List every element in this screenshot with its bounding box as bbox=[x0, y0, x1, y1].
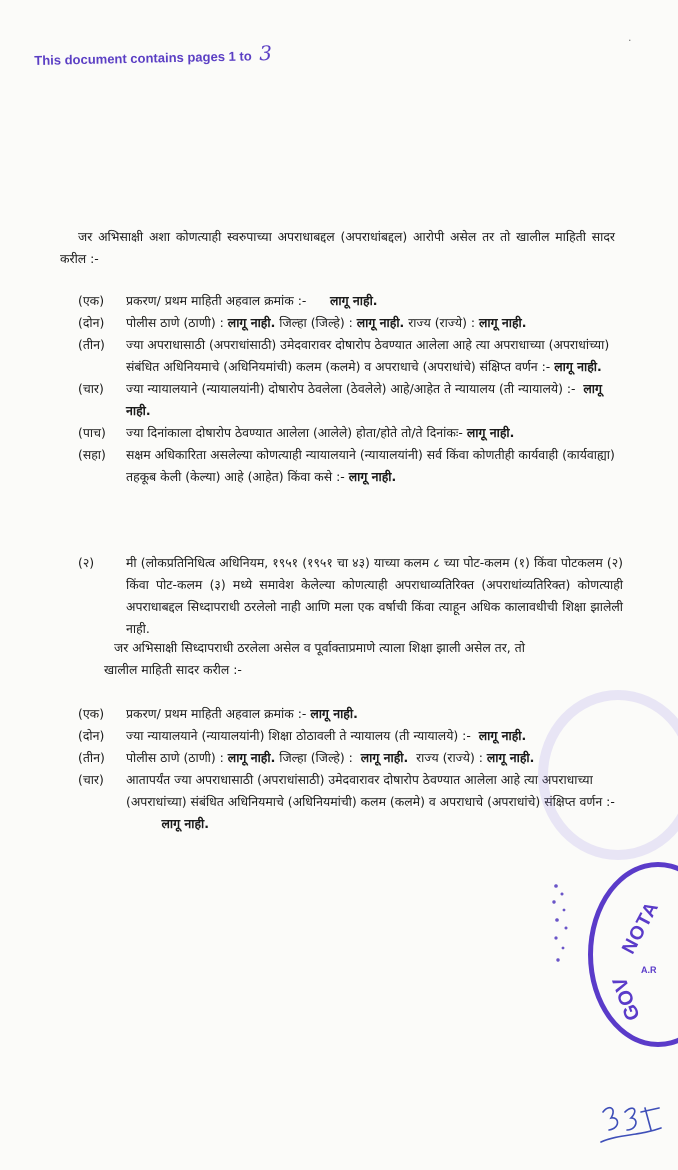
item-number: (दोन) bbox=[78, 728, 105, 743]
list-item bbox=[78, 378, 623, 422]
item-text: पोलीस ठाणे (ठाणी) : bbox=[126, 315, 224, 330]
charges-list bbox=[78, 290, 623, 488]
item-value: लागू नाही. bbox=[330, 293, 378, 308]
item-text: जिल्हा (जिल्हे) : bbox=[279, 315, 353, 330]
item-text: सक्षम अधिकारिता असलेल्या कोणत्याही न्यायालयाने (न्यायालयांनी) सर्व किंवा कोणतीही कार्यवाही (कार्यवाह्या) तहकूब केली (केल्या) आहे (आहेत) किंवा कसे :- bbox=[126, 447, 615, 484]
conviction-line-2: खालील माहिती सादर करील :- bbox=[104, 662, 242, 677]
item-number: (पाच) bbox=[78, 425, 106, 440]
item-value: लागू नाही. bbox=[126, 381, 602, 418]
item-number: (तीन) bbox=[78, 750, 105, 765]
list-item bbox=[78, 312, 623, 334]
stamp-text-initials: A.R bbox=[641, 965, 657, 975]
item-number: (दोन) bbox=[78, 315, 105, 330]
margin-mark: · bbox=[628, 34, 632, 47]
notary-seal-stamp bbox=[588, 862, 678, 1047]
item-number: (सहा) bbox=[78, 447, 106, 462]
item-value: लागू नाही. bbox=[227, 750, 276, 765]
item-text: पोलीस ठाणे (ठाणी) : bbox=[126, 750, 224, 765]
list-item bbox=[78, 334, 623, 378]
item-number: (चार) bbox=[78, 772, 104, 787]
list-item bbox=[78, 290, 623, 312]
item-text: ज्या न्यायालयाने (न्यायालयांनी) दोषारोप ठेवलेला (ठेवलेले) आहे/आहेत ते न्यायालय (ती न्यायालये) :- bbox=[126, 381, 576, 396]
item-text: जिल्हा (जिल्हे) : bbox=[279, 750, 353, 765]
item-value: लागू नाही. bbox=[486, 750, 535, 765]
item-number: (एक) bbox=[78, 706, 105, 721]
list-item bbox=[78, 422, 623, 444]
item-text: राज्य (राज्ये) : bbox=[408, 315, 476, 330]
item-number: (तीन) bbox=[78, 337, 105, 352]
item-value: लागू नाही. bbox=[348, 469, 397, 484]
item-value: लागू नाही. bbox=[554, 359, 602, 374]
item-text: ज्या अपराधासाठी (अपराधांसाठी) उमेदवारावर दोषारोप ठेवण्यात आलेला आहे त्या अपराधाच्या (अपराधांच्या) संबंधित अधिनियमाचे (अधिनियमांची) कलम (कलमे) व अपराधाचे (अपराधांचे) संक्षिप्त वर्णन :- bbox=[126, 337, 610, 374]
item-text: प्रकरण/ प्रथम माहिती अहवाल क्रमांक :- bbox=[126, 706, 307, 721]
intro-paragraph: जर अभिसाक्षी अशा कोणत्याही स्वरुपाच्या अपराधाबद्दल (अपराधांबद्दल) आरोपी असेल तर तो खालील माहिती सादर करील :- bbox=[60, 229, 615, 266]
list-item bbox=[78, 703, 623, 725]
section-number: (२) bbox=[78, 555, 95, 570]
page-count-stamp bbox=[34, 41, 272, 70]
list-item bbox=[78, 725, 623, 747]
item-value: लागू नाही. bbox=[478, 315, 527, 330]
stamp-text-gov: GOV bbox=[608, 974, 645, 1024]
section-2 bbox=[78, 552, 623, 640]
item-text: आतापर्यंत ज्या अपराधासाठी (अपराधांसाठी) उमेदवारावर दोषारोप ठेवण्यात आलेला आहे त्या अपराधाच्या (अपराधांच्या) संबंधित अधिनियमाचे (अधिनियमांची) कलम (कलमे) व अपराधाचे (अपराधांचे) संक्षिप्त वर्णन :- bbox=[126, 772, 615, 809]
page-count-handwritten: 3 bbox=[258, 41, 273, 66]
item-text: ज्या दिनांकाला दोषारोप ठेवण्यात आलेला (आलेले) होता/होते तो/ते दिनांकः- bbox=[126, 425, 463, 440]
item-value: लागू नाही. bbox=[360, 750, 409, 765]
item-value: लागू नाही. bbox=[227, 315, 276, 330]
handwritten-initials-signature bbox=[595, 1098, 665, 1158]
page-count-stamp-text: This document contains pages 1 to bbox=[34, 48, 252, 68]
item-text: ज्या न्यायालयाने (न्यायालयांनी) शिक्षा ठोठावली ते न्यायालय (ती न्यायालये) :- bbox=[126, 728, 471, 743]
item-value: लागू नाही. bbox=[356, 315, 405, 330]
item-value: लागू नाही. bbox=[161, 816, 209, 831]
item-text: प्रकरण/ प्रथम माहिती अहवाल क्रमांक :- bbox=[126, 293, 307, 308]
conviction-line-1: जर अभिसाक्षी सिध्दापराधी ठरलेला असेल व पूर्वाक्ताप्रमाणे त्याला शिक्षा झाली असेल तर, तो bbox=[114, 640, 525, 655]
item-text: राज्य (राज्ये) : bbox=[416, 750, 483, 765]
item-value: लागू नाही. bbox=[478, 728, 527, 743]
item-number: (चार) bbox=[78, 381, 104, 396]
item-value: लागू नाही. bbox=[466, 425, 515, 440]
list-item bbox=[78, 444, 623, 488]
stamp-dots bbox=[548, 880, 578, 970]
stamp-text-notary: NOTA bbox=[618, 897, 664, 958]
conviction-paragraph bbox=[104, 637, 623, 681]
item-value: लागू नाही. bbox=[310, 706, 358, 721]
section-2-text: मी (लोकप्रतिनिधित्व अधिनियम, १९५१ (१९५१ चा ४३) याच्या कलम ८ च्या पोट-कलम (१) किंवा पोटकलम (२) किंवा पोट-कलम (३) मध्ये समावेश केलेल्या कोणत्याही अपराधाव्यतिरिक्त (अपराधांव्यतिरिक्त) कोणत्याही अपराधाबद्दल सिध्दापराधी ठरलेलो नाही आणि मला एक वर्षाची किंवा त्याहून अधिक कालावधीची शिक्षा झालेली नाही. bbox=[126, 555, 623, 636]
item-number: (एक) bbox=[78, 293, 105, 308]
